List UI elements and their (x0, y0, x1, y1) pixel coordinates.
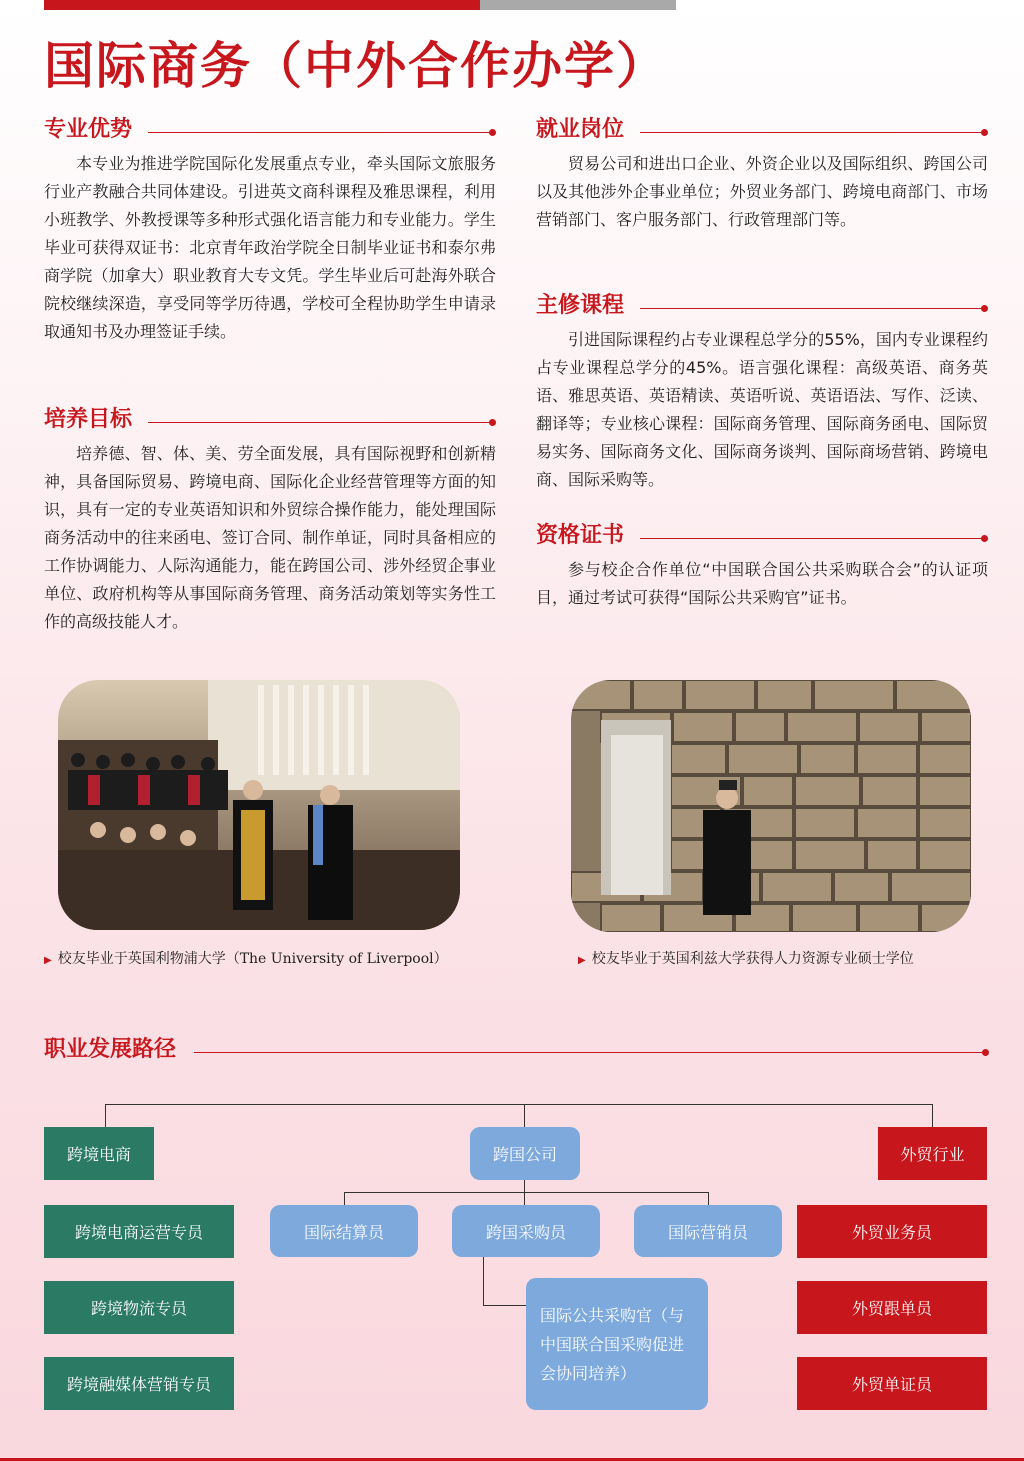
section-divider (640, 308, 984, 309)
career-role: 外贸跟单员 (797, 1281, 987, 1334)
top-bar-grey (480, 0, 676, 10)
section-body: 贸易公司和进出口企业、外资企业以及国际组织、跨国公司以及其他涉外企事业单位；外贸业务部门、跨境电商部门、市场营销部门、客户服务部门、行政管理部门等。 (536, 154, 988, 229)
career-role-procurement-officer: 国际公共采购官（与中国联合国采购促进会协同培养） (526, 1278, 708, 1410)
graduate-stone-wall-photo (571, 680, 971, 932)
section-title: 职业发展路径 (44, 1037, 177, 1062)
section-jobs (536, 112, 988, 234)
section-body: 培养德、智、体、美、劳全面发展，具有国际视野和创新精神，具备国际贸易、跨境电商、国际化企业经营管理等方面的知识，具有一定的专业英语知识和外贸综合操作能力，能处理国际商务活动中的往来函电、签订合同、制作单证，同时具备相应的工作协调能力、人际沟通能力，能在跨国公司、涉外经贸企事业单位、政府机构等从事国际商务管理、商务活动策划等实务性工作的高级技能人才。 (44, 444, 496, 631)
photo-caption-right: ▶ 校友毕业于英国利兹大学获得人力资源专业硕士学位 (578, 951, 914, 967)
section-divider (194, 1052, 985, 1053)
career-role: 跨境融媒体营销专员 (44, 1357, 234, 1410)
section-cert (536, 518, 988, 612)
section-courses (536, 288, 988, 494)
tree-connector (932, 1104, 933, 1128)
caption-arrow-icon: ▶ (578, 955, 586, 966)
top-bar-red (44, 0, 480, 10)
career-role: 国际营销员 (634, 1205, 782, 1257)
section-goal (44, 402, 496, 636)
graduation-ceremony-photo (58, 680, 460, 930)
section-title: 资格证书 (536, 523, 625, 548)
career-role: 外贸单证员 (797, 1357, 987, 1410)
section-title: 培养目标 (44, 407, 133, 432)
career-foreign-trade: 外贸行业 (878, 1127, 987, 1180)
tree-connector (105, 1104, 106, 1128)
section-dot (981, 535, 988, 542)
tree-connector (344, 1192, 708, 1193)
tree-connector (524, 1104, 525, 1128)
career-role: 跨国采购员 (452, 1205, 600, 1257)
section-dot (982, 1049, 989, 1056)
section-dot (489, 419, 496, 426)
tree-connector (524, 1192, 525, 1205)
section-title: 专业优势 (44, 117, 133, 142)
section-divider (640, 132, 984, 133)
career-role: 跨境物流专员 (44, 1281, 234, 1334)
section-divider (148, 422, 492, 423)
section-dot (981, 305, 988, 312)
section-body: 本专业为推进学院国际化发展重点专业，牵头国际文旅服务行业产教融合共同体建设。引进英文商科课程及雅思课程，利用小班教学、外教授课等多种形式强化语言能力和专业能力。学生毕业可获得双证书：北京青年政治学院全日制毕业证书和泰尔弗商学院（加拿大）职业教育大专文凭。学生毕业后可赴海外联合院校继续深造，享受同等学历待遇，学校可全程协助学生申请录取通知书及办理签证手续。 (44, 154, 496, 341)
section-body: 引进国际课程约占专业课程总学分的55%，国内专业课程约占专业课程总学分的45%。语言强化课程：高级英语、商务英语、雅思英语、英语精读、英语听说、英语语法、写作、泛读、翻译等；专业核心课程：国际商务管理、国际商务函电、国际贸易实务、国际商务文化、国际商务谈判、国际商场营销、跨境电商、国际采购等。 (536, 330, 988, 489)
career-role: 国际结算员 (270, 1205, 418, 1257)
career-cross-border: 跨境电商 (44, 1127, 154, 1180)
career-multinational: 跨国公司 (470, 1127, 580, 1180)
tree-connector (483, 1257, 484, 1305)
career-role: 跨境电商运营专员 (44, 1205, 234, 1258)
section-title: 就业岗位 (536, 117, 625, 142)
section-dot (489, 129, 496, 136)
photo-caption-left: ▶ 校友毕业于英国利物浦大学（The University of Liverpool） (44, 951, 448, 967)
section-dot (981, 129, 988, 136)
section-divider (148, 132, 492, 133)
career-role: 外贸业务员 (797, 1205, 987, 1258)
tree-connector (105, 1104, 933, 1105)
page-title: 国际商务（中外合作办学） (44, 37, 668, 95)
section-body: 参与校企合作单位“中国联合国公共采购联合会”的认证项目，通过考试可获得“国际公共采购官”证书。 (536, 560, 988, 607)
section-career (44, 1032, 989, 1062)
section-divider (640, 538, 984, 539)
tree-connector (344, 1192, 345, 1205)
section-advantage (44, 112, 496, 346)
tree-connector (524, 1180, 525, 1192)
caption-arrow-icon: ▶ (44, 955, 52, 966)
tree-connector (708, 1192, 709, 1205)
tree-connector (483, 1305, 527, 1306)
section-title: 主修课程 (536, 293, 625, 318)
